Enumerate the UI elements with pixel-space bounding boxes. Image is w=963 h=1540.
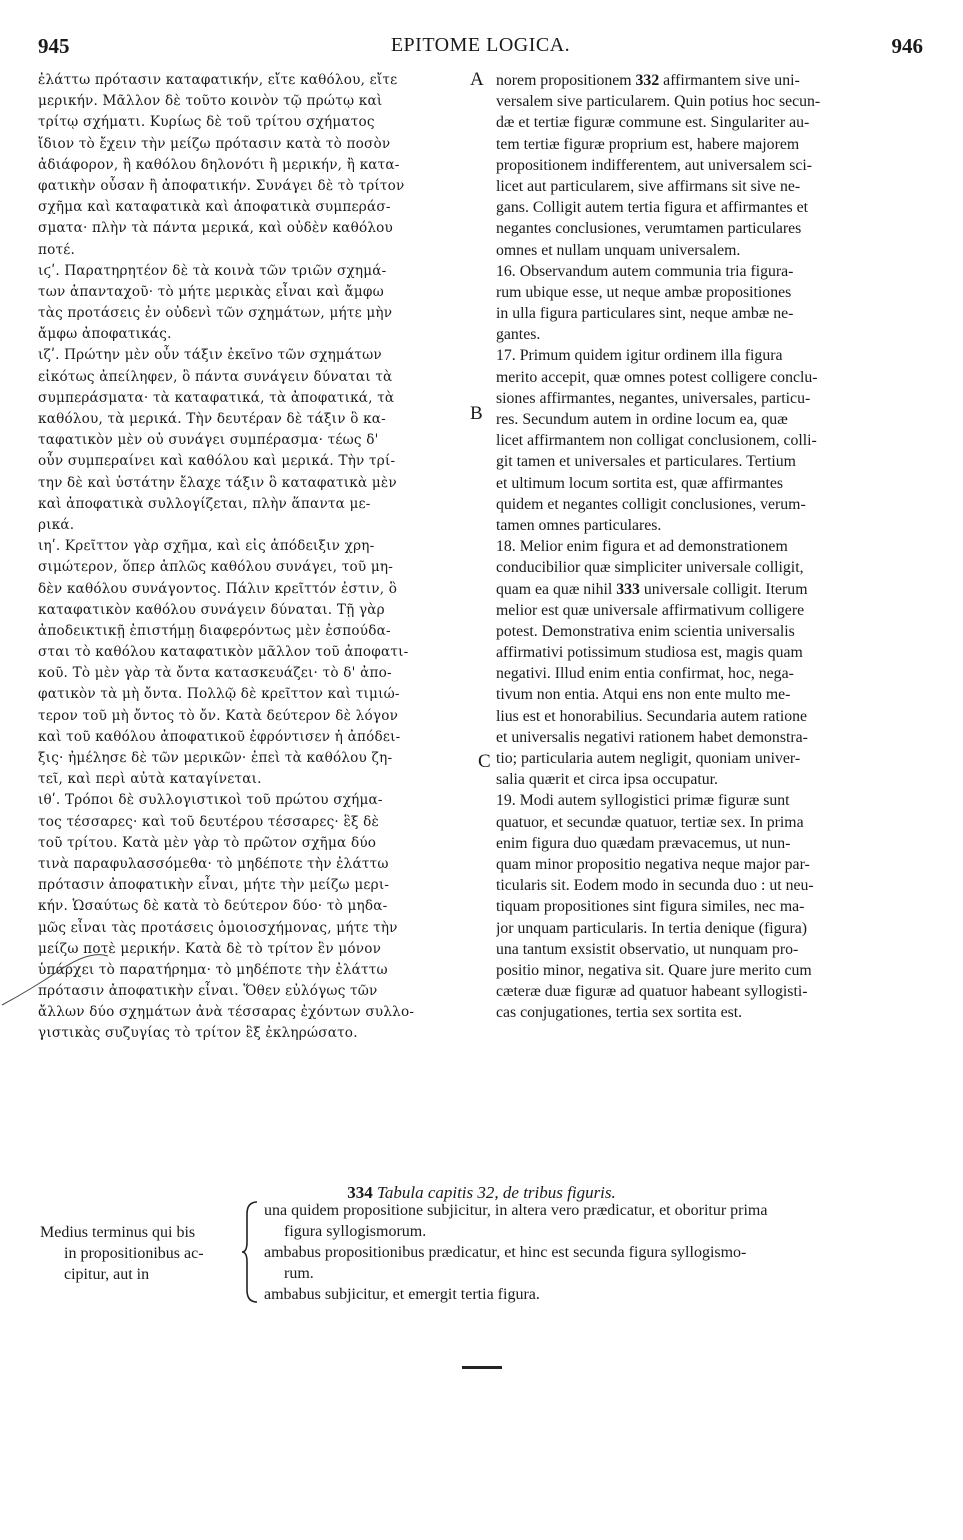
latin-text-line bbox=[496, 790, 928, 811]
latin-text-line bbox=[496, 155, 928, 176]
table-right-line: ambabus subjicitur, et emergit tertia figura. bbox=[264, 1286, 540, 1303]
greek-text-line: γιστικὰς συζυγίας τὸ τρίτον ἓξ ἐκληρώσατο. bbox=[38, 1025, 358, 1042]
running-header bbox=[38, 34, 923, 58]
greek-text-line: τεῖ, καὶ περὶ αὐτὰ καταγίνεται. bbox=[38, 771, 262, 788]
latin-text: enim figura duo quædam prævacemus, ut nun- bbox=[496, 834, 791, 852]
latin-text: propositionem indifferentem, aut universalem sci- bbox=[496, 156, 812, 174]
greek-text-line: πρότασιν ἀποφατικὴν εἶναι, μήτε τὴν μείζω μερι- bbox=[38, 877, 390, 894]
latin-text-line bbox=[496, 112, 928, 133]
greek-text-line: των ἁπανταχοῦ· τὸ μήτε μερικὰς εἶναι καὶ ἄμφω bbox=[38, 283, 384, 300]
latin-text-line bbox=[496, 706, 928, 727]
latin-text-line bbox=[496, 515, 928, 536]
latin-text: et universalis negativi rationem habet demonstra- bbox=[496, 728, 808, 746]
latin-text-line bbox=[496, 833, 928, 854]
greek-text-line: δὲν καθόλου συνάγοντος. Πάλιν κρεῖττόν ἐστιν, ὃ bbox=[38, 580, 398, 597]
latin-text: quatuor, et secundæ quatuor, tertiæ sex. In prima bbox=[496, 813, 804, 831]
greek-text-line: τοῦ τρίτου. Κατὰ μὲν γὰρ τὸ πρῶτον σχῆμα δύο bbox=[38, 834, 377, 851]
greek-text-line: ἀδιάφορον, ἢ καθόλου δηλονότι ἢ μερικήν, ἢ κατα- bbox=[38, 156, 400, 173]
greek-text-line: ἴδιον τὸ ἔχειν τὴν μείζω πρότασιν κατὰ τὸ ποσὸν bbox=[38, 135, 391, 152]
greek-text-line: τος τέσσαρες· καὶ τοῦ δευτέρου τέσσαρες· ἓξ δὲ bbox=[38, 813, 380, 830]
latin-text-line bbox=[496, 91, 928, 112]
greek-text-line: ποτέ. bbox=[38, 241, 76, 258]
latin-text: merito accepit, quæ omnes potest colligere conclu- bbox=[496, 368, 818, 386]
latin-text: gantes. bbox=[496, 326, 541, 344]
latin-text: affirmativi potissimum studiosa est, magis quam bbox=[496, 644, 803, 662]
latin-text: universale colligit. Iterum bbox=[639, 580, 808, 598]
latin-text: cæteræ duæ figuræ ad quatuor habeant syllogisti- bbox=[496, 983, 808, 1001]
latin-text-line bbox=[496, 367, 928, 388]
latin-text-line bbox=[496, 621, 928, 642]
latin-text-line bbox=[496, 388, 928, 409]
latin-text: licet affirmantem non colligat conclusionem, colli- bbox=[496, 432, 817, 450]
greek-text-line: τρίτῳ σχήματι. Κυρίως δὲ τοῦ τρίτου σχήματος bbox=[38, 114, 375, 131]
latin-text-line bbox=[496, 240, 928, 261]
greek-text-line: την δὲ καὶ ὑστάτην ἔλαχε τάξιν ὃ καταφατικὰ μὲν bbox=[38, 474, 397, 491]
latin-text-line bbox=[496, 218, 928, 239]
latin-text-line bbox=[496, 684, 928, 705]
latin-text: gans. Colligit autem tertia figura et affirmantes et bbox=[496, 199, 809, 217]
greek-text-line: κοῦ. Τὸ μὲν γὰρ τὰ ὄντα κατασκευάζει· τὸ δ' ἀπο- bbox=[38, 665, 392, 682]
latin-text: licet aut particularem, sive affirmans sit sive ne- bbox=[496, 177, 801, 195]
greek-text-line: ταφατικὸν μὲν οὐ συνάγει συμπέρασμα· τέως δ' bbox=[38, 432, 379, 449]
greek-text-line: φατικὸν τὰ μὴ ὄντα. Πολλῷ δὲ κρεῖττον καὶ τιμιώ- bbox=[38, 686, 400, 703]
greek-text-line: ιηʹ. Κρεῖττον γὰρ σχῆμα, καὶ εἰς ἀπόδειξιν χρη- bbox=[38, 538, 375, 555]
greek-text-line: ρικά. bbox=[38, 516, 75, 533]
latin-text: lius est et honorabilius. Secundaria autem ratione bbox=[496, 707, 808, 725]
latin-text: 16. Observandum autem communia tria figura- bbox=[496, 262, 794, 280]
greek-text-line: ἐλάττω πρότασιν καταφατικήν, εἴτε καθόλου, εἴτε bbox=[38, 72, 398, 88]
latin-text: tem tertiæ figuræ proprium est, habere majorem bbox=[496, 135, 800, 153]
latin-text: conducibilior quæ simpliciter universale colligit, bbox=[496, 559, 804, 577]
latin-text-line bbox=[496, 960, 928, 981]
greek-text-line: τινὰ παραφυλασσόμεθα· τὸ μηδέποτε τὴν ἐλάττω bbox=[38, 855, 389, 872]
latin-column bbox=[496, 70, 928, 1023]
greek-text-line: κήν. Ὡσαύτως δὲ κατὰ τὸ δεύτερον δύο· τὸ μηδα- bbox=[38, 898, 388, 915]
greek-text-line: καθόλου, τὰ μερικά. Τὴν δευτέραν δὲ τάξιν ὃ κα- bbox=[38, 411, 386, 427]
latin-text: negantes conclusiones, verumtamen particulares bbox=[496, 220, 802, 238]
greek-text-line: τὰς προτάσεις ἐν οὐδενὶ τῶν σχημάτων, μήτε μὴν bbox=[38, 305, 393, 322]
latin-text: jor unquam particularis. In tertia denique (figura) bbox=[496, 919, 807, 937]
latin-text-line bbox=[496, 769, 928, 790]
greek-text-line: ιϛʹ. Παρατηρητέον δὲ τὰ κοινὰ τῶν τριῶν σχημά- bbox=[38, 262, 387, 279]
greek-text-line: τερον τοῦ μὴ ὄντος τὸ ὄν. Κατὰ δεύτερον δὲ λόγον bbox=[38, 707, 399, 724]
table-right-line: rum. bbox=[284, 1265, 314, 1282]
latin-text-line bbox=[496, 261, 928, 282]
latin-text-line bbox=[496, 875, 928, 896]
latin-text: cas conjugationes, tertia sex sortita est. bbox=[496, 1004, 743, 1022]
latin-text-line bbox=[496, 345, 928, 366]
latin-text: 18. Melior enim figura et ad demonstrationem bbox=[496, 538, 788, 556]
greek-text-line: καταφατικὸν καθόλου συνάγειν δύναται. Τῇ γὰρ bbox=[38, 601, 385, 618]
latin-text: 19. Modi autem syllogistici primæ figuræ sunt bbox=[496, 792, 790, 810]
latin-text-line bbox=[496, 134, 928, 155]
latin-text: git tamen et universales et particulares. Tertium bbox=[496, 453, 796, 471]
greek-text-line: μῶς εἶναι τὰς προτάσεις ὁμοιοσχήμονας, μήτε τὴν bbox=[38, 919, 398, 936]
greek-text-line: ιθʹ. Τρόποι δὲ συλλογιστικοὶ τοῦ πρώτου σχήμα- bbox=[38, 792, 383, 809]
latin-text: tio; particularia autem negligit, quoniam univer- bbox=[496, 750, 801, 767]
greek-text-line: καὶ ἀποφατικὰ συλλογίζεται, πλὴν ἅπαντα με- bbox=[38, 495, 371, 512]
section-marker-a: A bbox=[470, 69, 484, 90]
latin-text-line bbox=[496, 854, 928, 875]
ink-scratch-mark bbox=[0, 950, 110, 1010]
latin-text-line bbox=[496, 727, 928, 748]
table-right-line: ambabus propositionibus prædicatur, et hinc est secunda figura syllogismo- bbox=[264, 1244, 747, 1261]
left-page-number: 945 bbox=[38, 34, 70, 58]
table-right-line: una quidem propositione subjicitur, in altera vero prædicatur, et oboritur prima bbox=[264, 1202, 768, 1219]
latin-text-line bbox=[496, 409, 928, 430]
latin-text-line bbox=[496, 536, 928, 557]
greek-text-line: σματα· πλὴν τὰ πάντα μερικά, καὶ οὐδὲν καθόλου bbox=[38, 220, 393, 237]
greek-text-line: ἄμφω ἀποφατικάς. bbox=[38, 326, 172, 343]
latin-text: melior est quæ universale affirmativum colligere bbox=[496, 601, 805, 619]
latin-text: res. Secundum autem in ordine locum ea, quæ bbox=[496, 411, 788, 428]
latin-text: tamen omnes particulares. bbox=[496, 516, 662, 534]
latin-text-line bbox=[496, 981, 928, 1002]
latin-text: dæ et tertiæ figuræ commune est. Singulariter au- bbox=[496, 114, 810, 132]
greek-text-line: σιμώτερον, ὅπερ ἁπλῶς καθόλου συνάγει, τοῦ μη- bbox=[38, 559, 394, 576]
latin-text: una tantum exsistit observatio, ut nunquam pro- bbox=[496, 940, 799, 958]
latin-text-line bbox=[496, 473, 928, 494]
latin-text: quidem et negantes colligit conclusiones, verum- bbox=[496, 495, 806, 513]
table-right-line: figura syllogismorum. bbox=[284, 1223, 427, 1240]
greek-text-line: σχῆμα καὶ καταφατικὰ καὶ ἀποφατικὰ συμπεράσ- bbox=[38, 199, 391, 216]
end-rule bbox=[462, 1366, 502, 1369]
greek-text-line: ἄλλων δύο σχημάτων ἀνὰ τέσσαρας ἐχόντων συλλο- bbox=[38, 1004, 415, 1021]
latin-text-line bbox=[496, 600, 928, 621]
greek-text-line: οὖν συμπεραίνει καὶ καθόλου καὶ μερικά. Τὴν τρί- bbox=[38, 453, 396, 470]
latin-text-line bbox=[496, 197, 928, 218]
latin-text-line bbox=[496, 176, 928, 197]
latin-text: ticularis sit. Eodem modo in secunda duo : ut neu- bbox=[496, 877, 814, 895]
section-marker-c: C bbox=[478, 751, 491, 772]
latin-text-line bbox=[496, 557, 928, 578]
greek-text-line: συμπεράσματα· τὰ καταφατικά, τὰ ἀποφατικά, τὰ bbox=[38, 389, 395, 406]
latin-text: et ultimum locum sortita est, quæ affirmantes bbox=[496, 474, 784, 492]
greek-text-line: μερικήν. Μᾶλλον δὲ τοῦτο κοινὸν τῷ πρώτῳ καὶ bbox=[38, 93, 383, 110]
greek-text-line: ιζʹ. Πρώτην μὲν οὖν τάξιν ἐκεῖνο τῶν σχημάτων bbox=[38, 347, 382, 364]
table-right-cell bbox=[264, 1200, 936, 1305]
table-brace bbox=[241, 1200, 259, 1304]
latin-text-line bbox=[496, 663, 928, 684]
latin-text: 17. Primum quidem igitur ordinem illa figura bbox=[496, 347, 783, 365]
latin-text-line bbox=[496, 282, 928, 303]
table-left-line: cipitur, aut in bbox=[64, 1266, 150, 1283]
greek-text-line: πρότασιν ἀποφατικὴν εἶναι. Ὅθεν εὐλόγως τῶν bbox=[38, 983, 378, 1000]
latin-text-line bbox=[496, 642, 928, 663]
latin-text: omnes et nullam unquam universalem. bbox=[496, 241, 741, 259]
latin-text-line bbox=[496, 303, 928, 324]
latin-text: quam ea quæ nihil bbox=[496, 580, 617, 598]
latin-text: quam minor propositio negativa neque major par- bbox=[496, 855, 810, 873]
latin-text: siones affirmantes, negantes, universales, particu- bbox=[496, 389, 811, 407]
latin-text: rum ubique esse, ut neque ambæ propositiones bbox=[496, 283, 792, 301]
latin-text: norem propositionem bbox=[496, 72, 636, 89]
latin-text-line bbox=[496, 70, 928, 91]
latin-text-line bbox=[496, 748, 928, 769]
greek-text-line: ὑπάρχει τὸ παρατήρημα· τὸ μηδέποτε τὴν ἐλάττω bbox=[38, 961, 388, 978]
column-number: 333 bbox=[616, 580, 640, 598]
latin-text: potest. Demonstrativa enim scientia universalis bbox=[496, 622, 795, 640]
greek-text-line: ξις· ἠμέλησε δὲ τῶν μερικῶν· ἐπεὶ τὰ καθόλου ζη- bbox=[38, 750, 393, 766]
latin-text: negativi. Illud enim entia confirmat, hoc, nega- bbox=[496, 665, 794, 683]
right-page-number: 946 bbox=[891, 34, 923, 58]
latin-text-line bbox=[496, 430, 928, 451]
greek-text-line: ἀποδεικτικῇ ἐπιστήμῃ διαφερόντως μὲν ἐσπούδα- bbox=[38, 622, 391, 639]
latin-text-line bbox=[496, 494, 928, 515]
greek-text-line: εἰκότως ἀπείληφεν, ὃ πάντα συνάγειν δύναται τὰ bbox=[38, 368, 393, 385]
running-title: EPITOME LOGICA. bbox=[390, 34, 571, 56]
latin-text-line bbox=[496, 896, 928, 917]
greek-text-line: σται τὸ καθόλου καταφατικὸν μᾶλλον τοῦ ἀποφατι- bbox=[38, 644, 409, 661]
latin-text: tiquam propositiones sint figura similes, nec ma- bbox=[496, 898, 805, 916]
latin-text-line bbox=[496, 1002, 928, 1023]
column-number: 332 bbox=[635, 72, 660, 89]
section-marker-b: B bbox=[470, 403, 483, 424]
greek-text-line: μείζω ποτὲ μερικήν. Κατὰ δὲ τὸ τρίτον ἓν μόνον bbox=[38, 940, 382, 957]
latin-text-line bbox=[496, 918, 928, 939]
latin-text: in ulla figura particulares sint, neque ambæ ne- bbox=[496, 305, 794, 323]
latin-text-line bbox=[496, 579, 928, 600]
latin-text: tivum non entia. Atqui ens non ente multo me- bbox=[496, 686, 791, 704]
greek-text-line: καὶ τοῦ καθόλου ἀποφατικοῦ ἐφρόντισεν ἡ ἀπόδει- bbox=[38, 728, 401, 745]
latin-text-line bbox=[496, 939, 928, 960]
latin-text: positio minor, negativa sit. Quare jure merito cum bbox=[496, 961, 812, 979]
latin-text: versalem sive particularem. Quin potius hoc secun- bbox=[496, 93, 821, 111]
table-number: 334 bbox=[347, 1183, 373, 1202]
latin-text-line bbox=[496, 812, 928, 833]
table-caption-text: Tabula capitis 32, de tribus figuris. bbox=[376, 1183, 616, 1202]
greek-text-line: φατικὴν οὖσαν ἢ ἀποφατικήν. Συνάγει δὲ τὸ τρίτον bbox=[38, 177, 405, 194]
latin-text-line bbox=[496, 324, 928, 345]
greek-column bbox=[38, 70, 484, 1045]
table-left-cell bbox=[40, 1222, 244, 1285]
latin-text: salia quærit et circa ipsa occupatur. bbox=[496, 771, 718, 789]
table-left-line: in propositionibus ac- bbox=[64, 1245, 204, 1262]
table-left-line: Medius terminus qui bis bbox=[40, 1224, 196, 1241]
latin-text-line bbox=[496, 451, 928, 472]
latin-text: affirmantem sive uni- bbox=[659, 72, 800, 89]
